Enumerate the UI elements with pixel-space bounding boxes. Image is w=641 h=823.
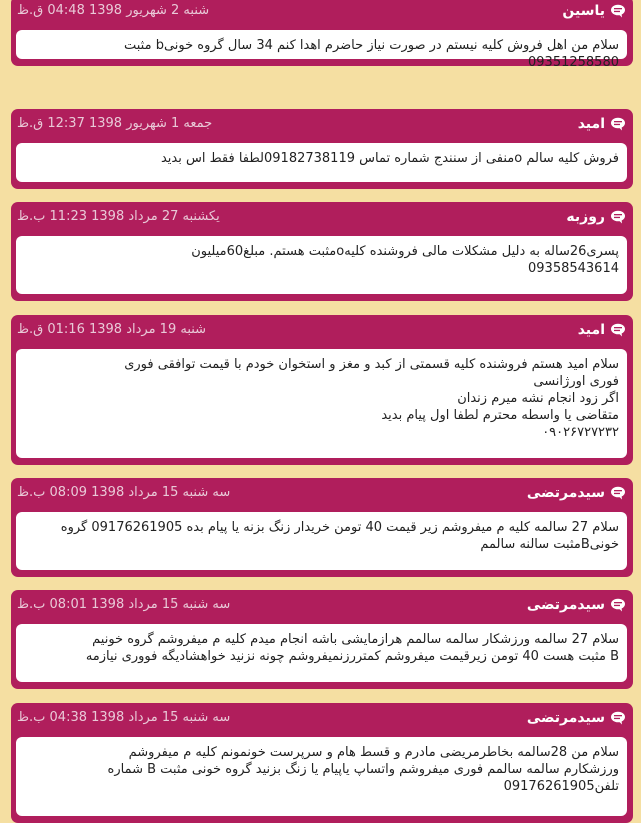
comment-author[interactable]: سیدمرتضی [526,597,605,613]
comment-card [11,703,633,823]
comment-date: شنبه 2 شهریور 1398 04:48 ق.ظ [17,3,210,18]
comment-date: یکشنبه 27 مرداد 1398 11:23 ب.ظ [17,209,220,224]
comment-date: سه شنبه 15 مرداد 1398 04:38 ب.ظ [17,710,231,725]
comment-date: شنبه 19 مرداد 1398 01:16 ق.ظ [17,322,207,337]
comment-text: سلام 27 سالمه ورزشکار سالمه سالمم هرازمایشی باشه انجام میدم کلیه م میفروشم گروه خونیم B مثبت هست 40 تومن زیرقیمت میفروشم کمتررزنمیفروشم چونه نزنید خواهشادیگه فووری نیازمه [16,624,627,682]
comment-card [11,590,633,689]
comment-author[interactable]: امید [577,322,605,338]
comment-author[interactable]: امید [577,116,605,132]
comment-header [11,315,633,349]
comment-bubble-icon [610,117,626,131]
comment-text: فروش کلیه سالم oمنفی از سنندج شماره تماس 09182738119لطفا فقط اس بدید [16,143,627,182]
comment-author[interactable]: سیدمرتضی [526,710,605,726]
comment-card [11,315,633,465]
comment-bubble-icon [610,323,626,337]
comment-bubble-icon [610,486,626,500]
comment-card [11,202,633,301]
comment-bubble-icon [610,711,626,725]
comment-date: جمعه 1 شهریور 1398 12:37 ق.ظ [17,116,213,131]
comment-bubble-icon [610,210,626,224]
comment-header [11,109,633,143]
comment-author[interactable]: سیدمرتضی [526,485,605,501]
comment-bubble-icon [610,4,626,18]
comment-card [11,109,633,189]
comment-card [11,478,633,577]
comment-author[interactable]: روزبه [566,209,605,225]
comment-text: پسری26ساله به دلیل مشکلات مالی فروشنده کلیهoمثبت هستم. مبلغ60میلیون 09358543614 [16,236,627,294]
comment-text: سلام من اهل فروش کلیه نیستم در صورت نیاز حاضرم اهدا کنم 34 سال گروه خونیb مثبت 09351258580 [16,30,627,59]
comment-author[interactable]: یاسین [562,3,605,19]
comment-header [11,590,633,624]
comment-header [11,0,633,30]
comment-text: سلام امید هستم فروشنده کلیه قسمتی از کبد و مغز و استخوان خودم با قیمت توافقی فوری فوری اورژانسی اگر زود انجام نشه میرم زندان متقاضی یا واسطه محترم لطفا اول پیام بدید ۰۹۰۲۶۷۲۷۲۳۲ [16,349,627,458]
comment-text: سلام 27 سالمه کلیه م میفروشم زیر قیمت 40 تومن خریدار زنگ بزنه یا پیام بده 09176261905 گروه خونیBمثبت سالنه سالمم [16,512,627,570]
comment-header [11,703,633,737]
comment-card [11,0,633,70]
comment-header [11,202,633,236]
comment-date: سه شنبه 15 مرداد 1398 08:09 ب.ظ [17,485,231,500]
comment-bubble-icon [610,598,626,612]
comment-date: سه شنبه 15 مرداد 1398 08:01 ب.ظ [17,597,231,612]
comment-header [11,478,633,512]
comment-text: سلام من 28سالمه بخاطرمریضی مادرم و قسط هام و سرپرست خونمونم کلیه م میفروشم ورزشکارم سالمه سالمم فوری میفروشم واتساپ یاپیام یا زنگ بزنید گروه خونی مثبت B شماره تلفن09176261905 [16,737,627,816]
